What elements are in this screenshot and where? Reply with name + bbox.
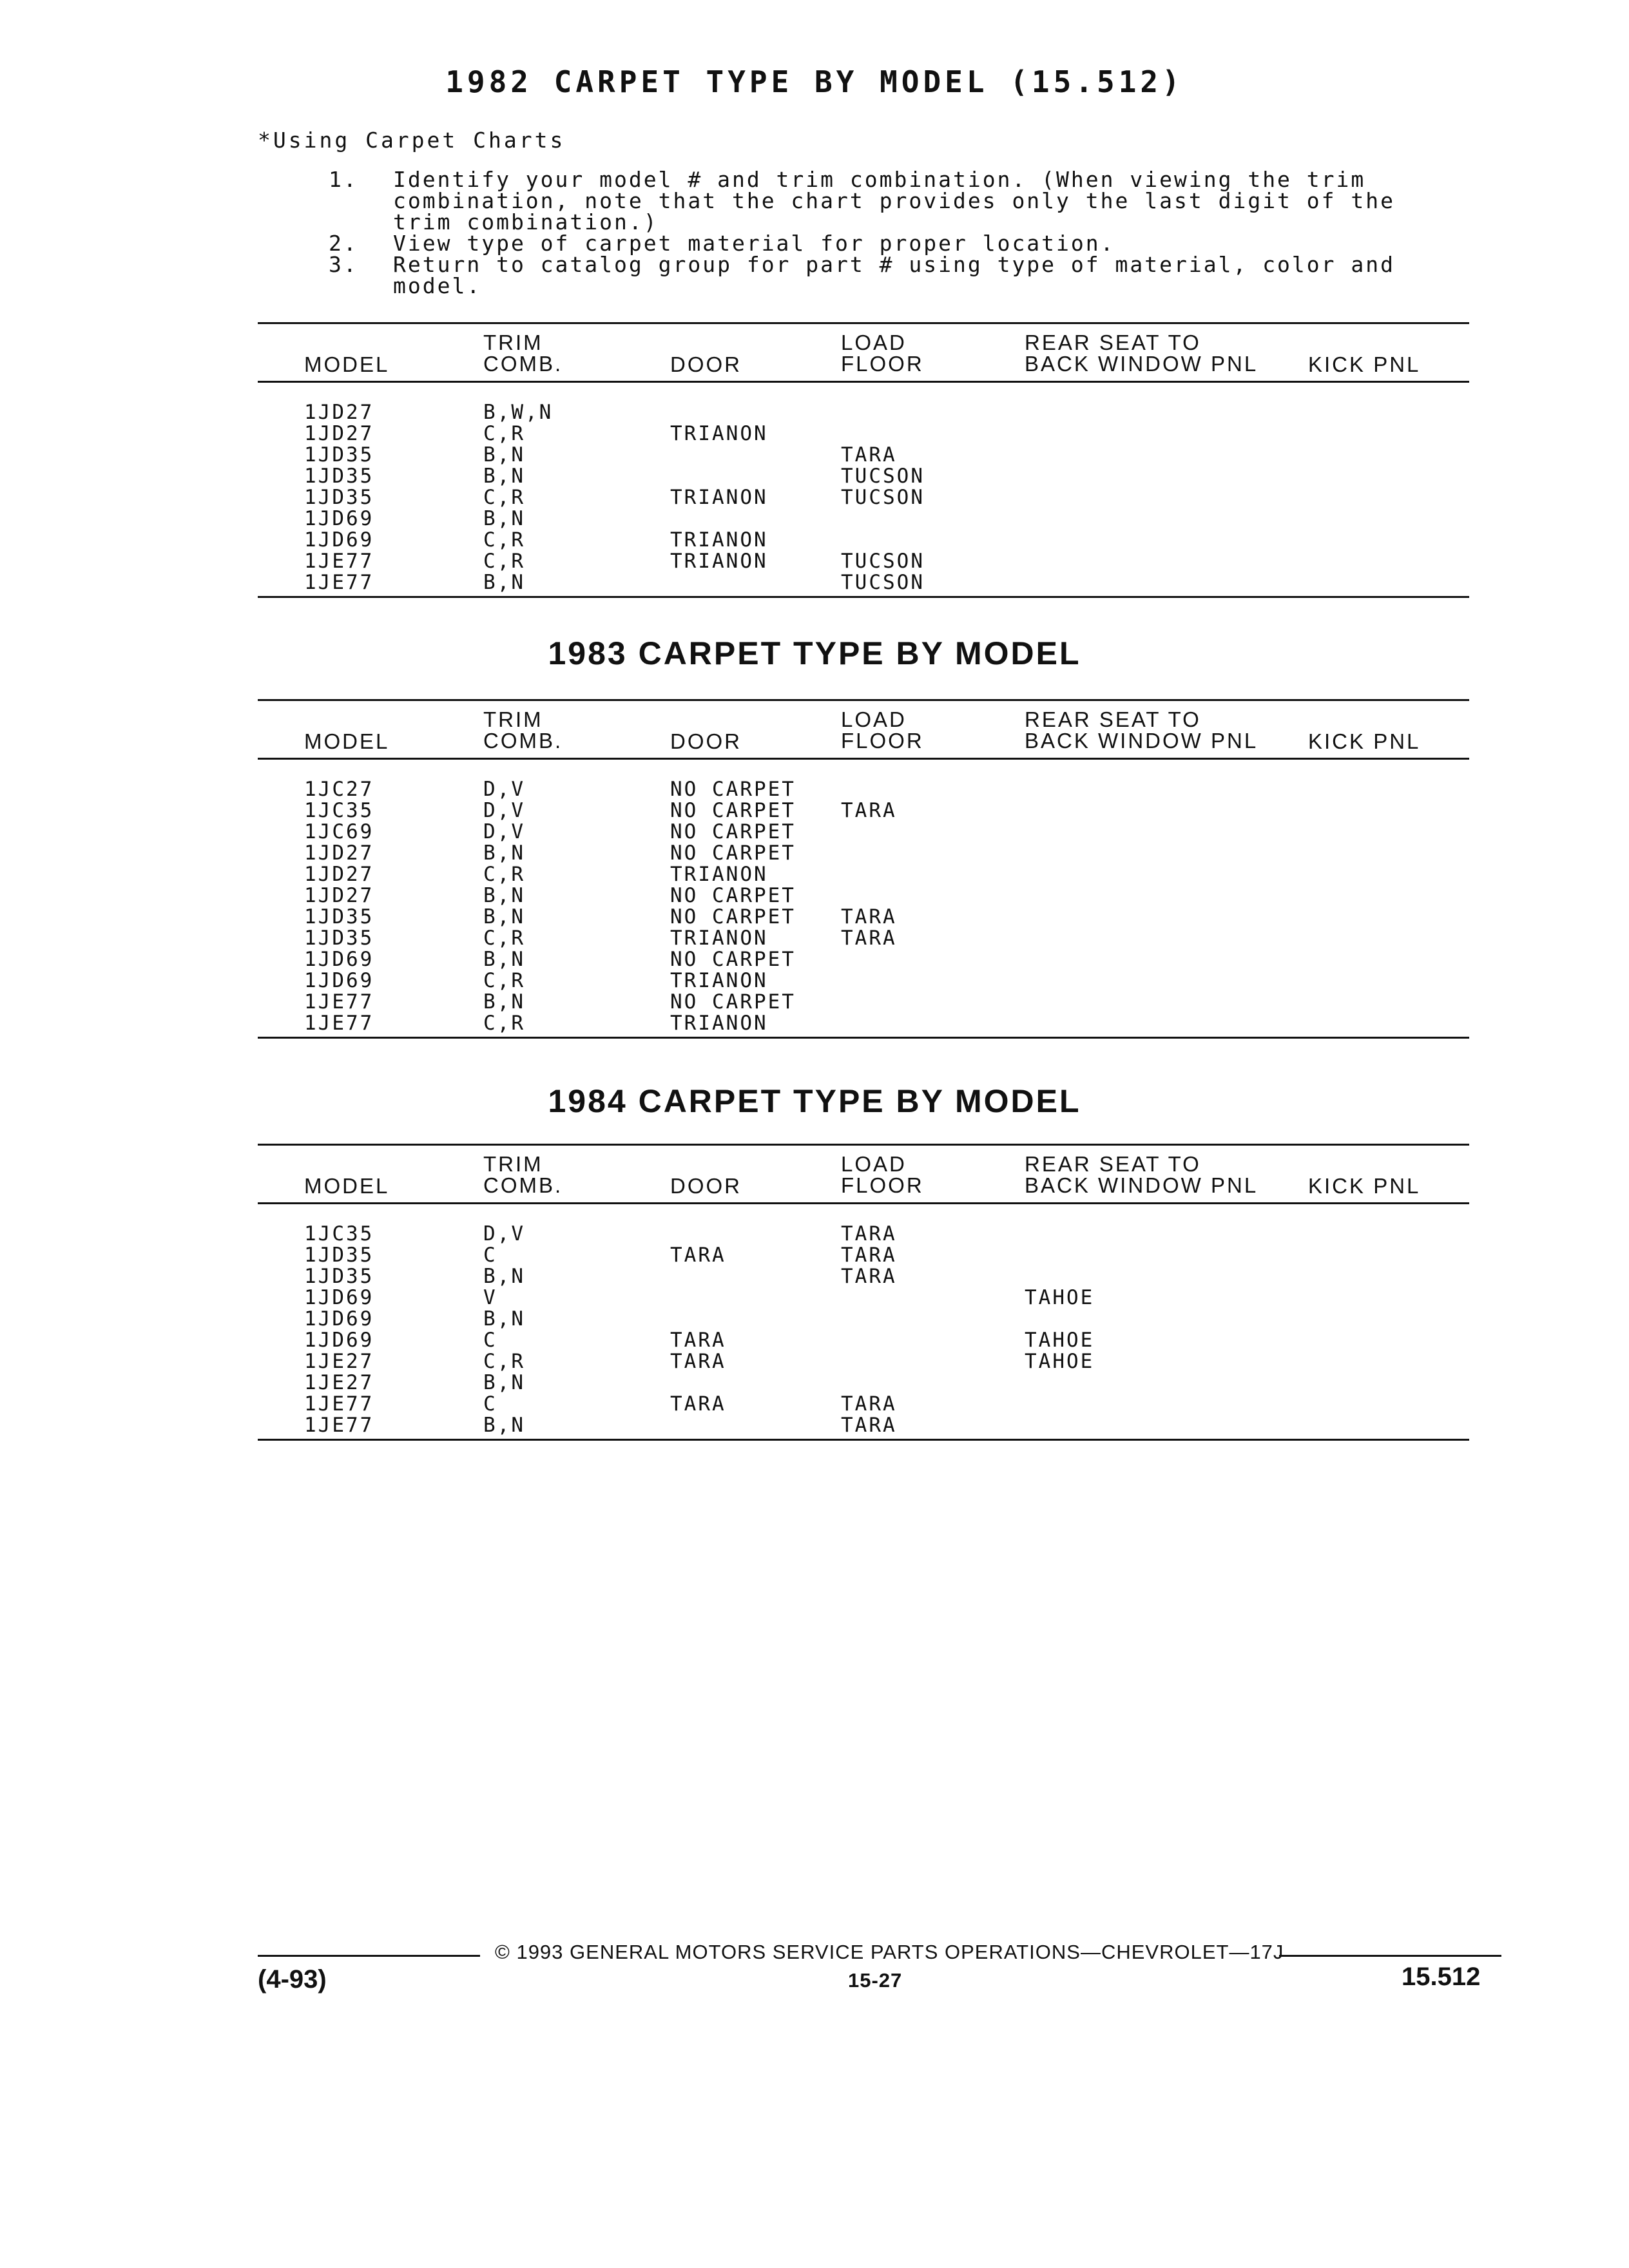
header-trim-line1: TRIM xyxy=(483,1152,543,1176)
table-row xyxy=(258,990,1469,1012)
cell-trim: B,N xyxy=(483,1414,525,1437)
cell-trim: C,R xyxy=(483,1012,525,1035)
cell-load-floor: TARA xyxy=(841,927,897,950)
cell-load-floor: TUCSON xyxy=(841,486,925,509)
cell-door: TRIANON xyxy=(670,927,768,950)
table-1983 xyxy=(258,699,1469,1039)
cell-door: TRIANON xyxy=(670,863,768,886)
header-load-line1: LOAD xyxy=(841,707,907,731)
cell-trim: B,N xyxy=(483,507,525,530)
cell-load-floor: TARA xyxy=(841,1222,897,1245)
cell-door: TRIANON xyxy=(670,1012,768,1035)
header-trim-line2: COMB. xyxy=(483,1173,563,1197)
cell-trim: C,R xyxy=(483,927,525,950)
header-door: DOOR xyxy=(670,1174,742,1198)
header-load-line2: FLOOR xyxy=(841,1173,924,1197)
cell-trim: D,V xyxy=(483,799,525,822)
footer-date: (4-93) xyxy=(258,1965,327,1994)
header-kick: KICK PNL xyxy=(1308,729,1421,753)
cell-model: 1JD69 xyxy=(304,1329,374,1352)
cell-door: TARA xyxy=(670,1244,726,1267)
step-text: View type of carpet material for proper location. xyxy=(393,231,1115,256)
header-rear-line1: REAR SEAT TO xyxy=(1025,331,1201,354)
header-load xyxy=(841,1153,924,1196)
table-1982 xyxy=(258,322,1469,598)
header-rear-line2: BACK WINDOW PNL xyxy=(1025,352,1258,376)
cell-model: 1JD69 xyxy=(304,528,374,552)
header-rear-line1: REAR SEAT TO xyxy=(1025,1152,1201,1176)
cell-door: TRIANON xyxy=(670,550,768,573)
table-row xyxy=(258,1265,1469,1286)
cell-door: NO CARPET xyxy=(670,948,796,971)
cell-model: 1JD27 xyxy=(304,422,374,445)
table-row xyxy=(258,799,1469,820)
cell-load-floor: TARA xyxy=(841,1244,897,1267)
cell-trim: C,R xyxy=(483,1350,525,1373)
header-rear-line2: BACK WINDOW PNL xyxy=(1025,729,1258,753)
header-rear xyxy=(1025,1153,1258,1196)
cell-door: TRIANON xyxy=(670,486,768,509)
step-number: 1. xyxy=(329,167,358,192)
cell-trim: C,R xyxy=(483,486,525,509)
cell-load-floor: TARA xyxy=(841,1414,897,1437)
header-load-line1: LOAD xyxy=(841,1152,907,1176)
table-header xyxy=(258,701,1469,758)
header-load xyxy=(841,332,924,374)
cell-model: 1JD35 xyxy=(304,1265,374,1288)
header-trim-line2: COMB. xyxy=(483,352,563,376)
table-row xyxy=(258,465,1469,486)
cell-load-floor: TARA xyxy=(841,1265,897,1288)
cell-trim: B,W,N xyxy=(483,401,554,424)
header-kick: KICK PNL xyxy=(1308,1174,1421,1198)
cell-trim: B,N xyxy=(483,841,525,865)
cell-trim: B,N xyxy=(483,905,525,928)
cell-trim: C,R xyxy=(483,550,525,573)
cell-trim: D,V xyxy=(483,1222,525,1245)
table-row xyxy=(258,1329,1469,1350)
cell-load-floor: TUCSON xyxy=(841,571,925,594)
table-row xyxy=(258,422,1469,443)
cell-model: 1JD35 xyxy=(304,927,374,950)
cell-model: 1JD69 xyxy=(304,948,374,971)
cell-model: 1JC35 xyxy=(304,1222,374,1245)
cell-door: NO CARPET xyxy=(670,905,796,928)
cell-model: 1JE77 xyxy=(304,550,374,573)
cell-trim: D,V xyxy=(483,778,525,801)
header-door: DOOR xyxy=(670,729,742,753)
cell-model: 1JE77 xyxy=(304,1392,374,1416)
table-row xyxy=(258,820,1469,841)
table-row xyxy=(258,948,1469,969)
cell-door: TARA xyxy=(670,1329,726,1352)
table-row xyxy=(258,841,1469,863)
cell-trim: C xyxy=(483,1244,497,1267)
cell-model: 1JD27 xyxy=(304,401,374,424)
cell-door: NO CARPET xyxy=(670,841,796,865)
header-trim xyxy=(483,332,563,374)
cell-model: 1JE77 xyxy=(304,1414,374,1437)
cell-door: TRIANON xyxy=(670,422,768,445)
cell-door: TRIANON xyxy=(670,969,768,992)
cell-door: NO CARPET xyxy=(670,990,796,1014)
title-1983: 1983 CARPET TYPE BY MODEL xyxy=(548,635,1081,671)
cell-model: 1JE27 xyxy=(304,1371,374,1394)
cell-trim: C,R xyxy=(483,863,525,886)
table-row xyxy=(258,905,1469,927)
cell-trim: B,N xyxy=(483,884,525,907)
table-row xyxy=(258,443,1469,465)
header-kick: KICK PNL xyxy=(1308,352,1421,376)
table-body xyxy=(258,383,1469,596)
title-1982: 1982 CARPET TYPE BY MODEL (15.512) xyxy=(445,64,1184,99)
cell-load-floor: TUCSON xyxy=(841,465,925,488)
table-header xyxy=(258,1146,1469,1202)
table-row xyxy=(258,571,1469,592)
cell-trim: B,N xyxy=(483,465,525,488)
table-row xyxy=(258,863,1469,884)
table-row xyxy=(258,1350,1469,1371)
header-load-line2: FLOOR xyxy=(841,729,924,753)
cell-load-floor: TARA xyxy=(841,799,897,822)
table-row xyxy=(258,969,1469,990)
table-row xyxy=(258,927,1469,948)
step-number: 2. xyxy=(329,231,358,256)
cell-door: TRIANON xyxy=(670,528,768,552)
table-row xyxy=(258,550,1469,571)
header-trim-line1: TRIM xyxy=(483,331,543,354)
cell-door: TARA xyxy=(670,1392,726,1416)
cell-trim: D,V xyxy=(483,820,525,843)
cell-trim: B,N xyxy=(483,990,525,1014)
header-model: MODEL xyxy=(304,352,390,376)
cell-trim: B,N xyxy=(483,1371,525,1394)
cell-model: 1JC35 xyxy=(304,799,374,822)
cell-model: 1JD27 xyxy=(304,884,374,907)
cell-model: 1JC27 xyxy=(304,778,374,801)
cell-model: 1JD35 xyxy=(304,486,374,509)
footer-rule-right xyxy=(1279,1955,1501,1957)
cell-model: 1JD27 xyxy=(304,841,374,865)
table-row xyxy=(258,1286,1469,1307)
step-number: 3. xyxy=(329,252,358,277)
cell-model: 1JE27 xyxy=(304,1350,374,1373)
table-row xyxy=(258,1244,1469,1265)
cell-trim: B,N xyxy=(483,948,525,971)
cell-rear-seat: TAHOE xyxy=(1025,1350,1095,1373)
cell-model: 1JE77 xyxy=(304,571,374,594)
footer-page-number: 15-27 xyxy=(848,1969,903,1992)
cell-trim: C,R xyxy=(483,422,525,445)
table-row xyxy=(258,528,1469,550)
footer-rule-left xyxy=(258,1955,480,1957)
title-1984: 1984 CARPET TYPE BY MODEL xyxy=(548,1083,1081,1119)
cell-rear-seat: TAHOE xyxy=(1025,1329,1095,1352)
cell-rear-seat: TAHOE xyxy=(1025,1286,1095,1309)
cell-door: NO CARPET xyxy=(670,799,796,822)
step-2 xyxy=(329,233,1456,254)
header-door: DOOR xyxy=(670,352,742,376)
header-trim xyxy=(483,1153,563,1196)
cell-model: 1JD69 xyxy=(304,1307,374,1331)
cell-trim: C,R xyxy=(483,528,525,552)
cell-model: 1JD35 xyxy=(304,1244,374,1267)
table-row xyxy=(258,486,1469,507)
cell-model: 1JD35 xyxy=(304,443,374,466)
cell-door: TARA xyxy=(670,1350,726,1373)
cell-trim: C xyxy=(483,1329,497,1352)
header-rear xyxy=(1025,332,1258,374)
cell-model: 1JE77 xyxy=(304,990,374,1014)
cell-model: 1JD35 xyxy=(304,905,374,928)
step-3 xyxy=(329,254,1456,296)
cell-model: 1JD69 xyxy=(304,507,374,530)
step-text: Return to catalog group for part # using type of material, color and model. xyxy=(393,252,1396,298)
cell-door: NO CARPET xyxy=(670,778,796,801)
header-load-line2: FLOOR xyxy=(841,352,924,376)
table-row xyxy=(258,1222,1469,1244)
table-row xyxy=(258,778,1469,799)
table-row xyxy=(258,1012,1469,1033)
header-trim xyxy=(483,709,563,751)
table-1984 xyxy=(258,1144,1469,1441)
step-text: Identify your model # and trim combination. (When viewing the trim combination, note that the chart provides only the last digit of the trim combination.) xyxy=(393,167,1396,235)
cell-trim: B,N xyxy=(483,571,525,594)
intro-heading: *Using Carpet Charts xyxy=(258,128,566,153)
table-body xyxy=(258,1204,1469,1439)
cell-load-floor: TARA xyxy=(841,905,897,928)
cell-load-floor: TARA xyxy=(841,443,897,466)
cell-trim: B,N xyxy=(483,443,525,466)
header-rear-line2: BACK WINDOW PNL xyxy=(1025,1173,1258,1197)
cell-model: 1JD69 xyxy=(304,969,374,992)
table-row xyxy=(258,1392,1469,1414)
header-rear-line1: REAR SEAT TO xyxy=(1025,707,1201,731)
cell-model: 1JD27 xyxy=(304,863,374,886)
table-bottom-rule xyxy=(258,1037,1469,1039)
header-model: MODEL xyxy=(304,729,390,753)
header-load-line1: LOAD xyxy=(841,331,907,354)
table-header xyxy=(258,324,1469,381)
table-row xyxy=(258,1307,1469,1329)
table-row xyxy=(258,884,1469,905)
cell-trim: B,N xyxy=(483,1307,525,1331)
table-row xyxy=(258,1414,1469,1435)
footer-copyright: © 1993 GENERAL MOTORS SERVICE PARTS OPERATIONS—CHEVROLET—17J xyxy=(495,1941,1284,1963)
header-trim-line2: COMB. xyxy=(483,729,563,753)
cell-door: NO CARPET xyxy=(670,884,796,907)
cell-trim: C,R xyxy=(483,969,525,992)
cell-trim: B,N xyxy=(483,1265,525,1288)
cell-model: 1JC69 xyxy=(304,820,374,843)
header-load xyxy=(841,709,924,751)
table-bottom-rule xyxy=(258,596,1469,598)
cell-model: 1JD69 xyxy=(304,1286,374,1309)
header-trim-line1: TRIM xyxy=(483,707,543,731)
cell-door: NO CARPET xyxy=(670,820,796,843)
table-row xyxy=(258,401,1469,422)
cell-trim: C xyxy=(483,1392,497,1416)
step-1 xyxy=(329,169,1456,233)
cell-model: 1JE77 xyxy=(304,1012,374,1035)
cell-trim: V xyxy=(483,1286,497,1309)
table-bottom-rule xyxy=(258,1439,1469,1441)
table-body xyxy=(258,760,1469,1037)
header-rear xyxy=(1025,709,1258,751)
header-model: MODEL xyxy=(304,1174,390,1198)
cell-load-floor: TUCSON xyxy=(841,550,925,573)
table-row xyxy=(258,1371,1469,1392)
cell-load-floor: TARA xyxy=(841,1392,897,1416)
instruction-steps xyxy=(329,169,1456,296)
footer-section-number: 15.512 xyxy=(1402,1963,1481,1991)
table-row xyxy=(258,507,1469,528)
cell-model: 1JD35 xyxy=(304,465,374,488)
